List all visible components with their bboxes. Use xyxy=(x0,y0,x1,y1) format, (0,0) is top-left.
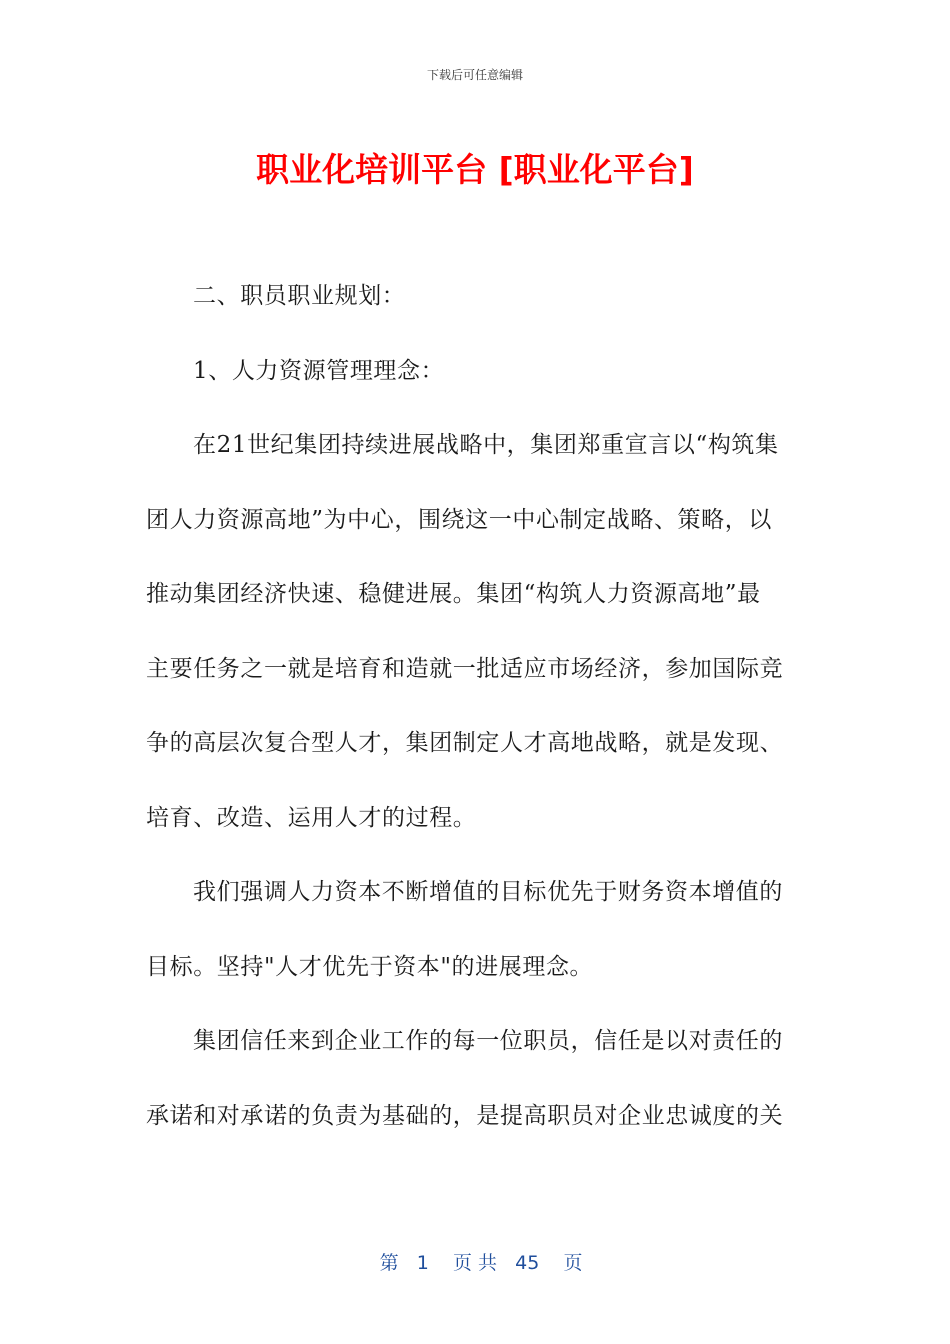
document-title: 职业化培训平台 [职业化平台] xyxy=(256,150,694,189)
footer-page-middle: 页 共 xyxy=(452,1252,498,1274)
body-line: 争的高层次复合型人才，集团制定人才高地战略，就是发现、 xyxy=(146,730,784,756)
body-line: 目标。坚持"人才优先于资本"的进展理念。 xyxy=(146,953,594,980)
body-line: 我们强调人力资本不断增值的目标优先于财务资本增值的 xyxy=(193,879,783,905)
footer-page-prefix: 第 xyxy=(379,1252,399,1274)
body-line: 集团信任来到企业工作的每一位职员，信任是以对责任的 xyxy=(193,1028,783,1054)
body-line: 主要任务之一就是培育和造就一批适应市场经济，参加国际竞 xyxy=(146,655,784,682)
body-line: 培育、改造、运用人才的过程。 xyxy=(146,804,477,831)
body-line: 二、职员职业规划： xyxy=(193,283,406,309)
body-line: 1、人力资源管理理念： xyxy=(193,357,445,384)
footer-page-suffix: 页 xyxy=(563,1252,583,1274)
body-line: 团人力资源高地”为中心，围绕这一中心制定战略、策略，以 xyxy=(146,506,772,533)
footer-page-current: 1 xyxy=(416,1252,429,1274)
footer-page-total: 45 xyxy=(515,1252,540,1274)
page-footer xyxy=(0,1226,950,1275)
body-line: 推动集团经济快速、稳健进展。集团“构筑人力资源高地”最 xyxy=(146,581,761,607)
body-line: 在21世纪集团持续进展战略中，集团郑重宣言以“构筑集 xyxy=(193,432,779,458)
body-line: 承诺和对承诺的负责为基础的，是提高职员对企业忠诚度的关 xyxy=(146,1102,784,1129)
header-note: 下载后可任意编辑 xyxy=(426,68,523,82)
